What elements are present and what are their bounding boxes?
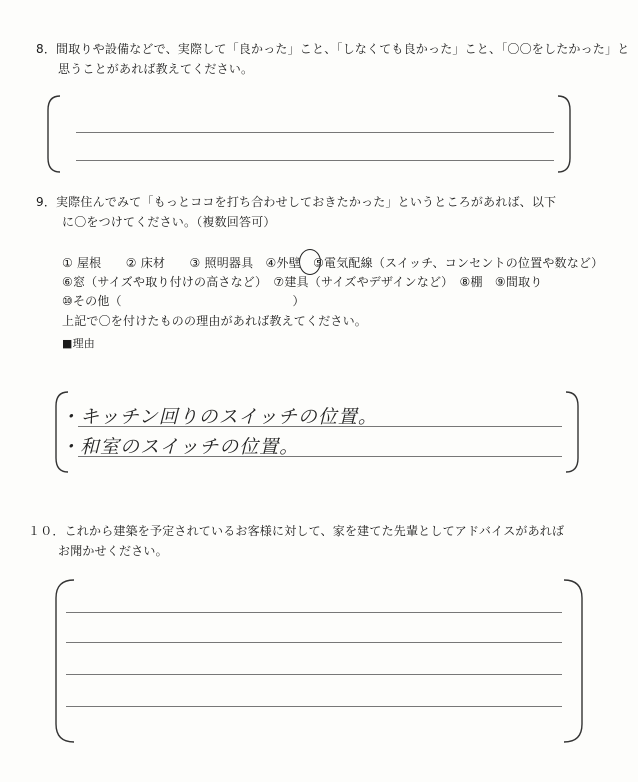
q8-answer-line-1: [76, 132, 554, 133]
q10-answer-line-1: [66, 612, 562, 613]
q10-answer-box-brackets: [54, 578, 584, 744]
q9-answer-box[interactable]: [54, 390, 580, 474]
q9-options-row3: ⑩その他（ ）: [62, 294, 305, 308]
q9-reason-heading: ■理由: [62, 337, 95, 350]
selected-option-circle: [299, 249, 321, 275]
q8-text-line2: 思うことがあれば教えてください。: [58, 62, 254, 76]
q9-options-row2: ⑥窓（サイズや取り付けの高さなど） ⑦建具（サイズやデザインなど） ⑧棚 ⑨間取り: [62, 275, 543, 289]
q9-text-line1: 9．実際住んでみて「もっとココを打ち合わせしておきたかった」というところがあれば、以下: [36, 195, 557, 209]
handwritten-answer-2: ・和室のスイッチの位置。: [60, 436, 300, 458]
handwritten-answer-1: ・キッチン回りのスイッチの位置。: [60, 406, 378, 428]
q8-answer-line-2: [76, 160, 554, 161]
q10-answer-line-4: [66, 706, 562, 707]
q8-text-line1: 8．間取りや設備などで、実際して「良かった」こと、「しなくても良かった」こと、「〇〇をしたかった」と: [36, 42, 630, 56]
q9-options-row1: ① 屋根 ② 床材 ③ 照明器具 ④外壁 ⑤電気配線（スイッチ、コンセントの位置や数など）: [62, 256, 604, 270]
q10-text-line2: お聞かせください。: [58, 544, 168, 558]
q10-answer-line-3: [66, 674, 562, 675]
q9-reason-prompt: 上記で〇を付けたものの理由があれば教えてください。: [62, 314, 368, 328]
q10-answer-line-2: [66, 642, 562, 643]
q8-answer-box-brackets: [46, 94, 572, 174]
q8-answer-box[interactable]: [46, 94, 572, 174]
q10-answer-box[interactable]: [54, 578, 584, 744]
q10-text-line1: １０．これから建築を予定されているお客様に対して、家を建てた先輩としてアドバイスがあれば: [28, 524, 565, 538]
q9-text-line2: に〇をつけてください。（複数回答可）: [62, 215, 276, 229]
